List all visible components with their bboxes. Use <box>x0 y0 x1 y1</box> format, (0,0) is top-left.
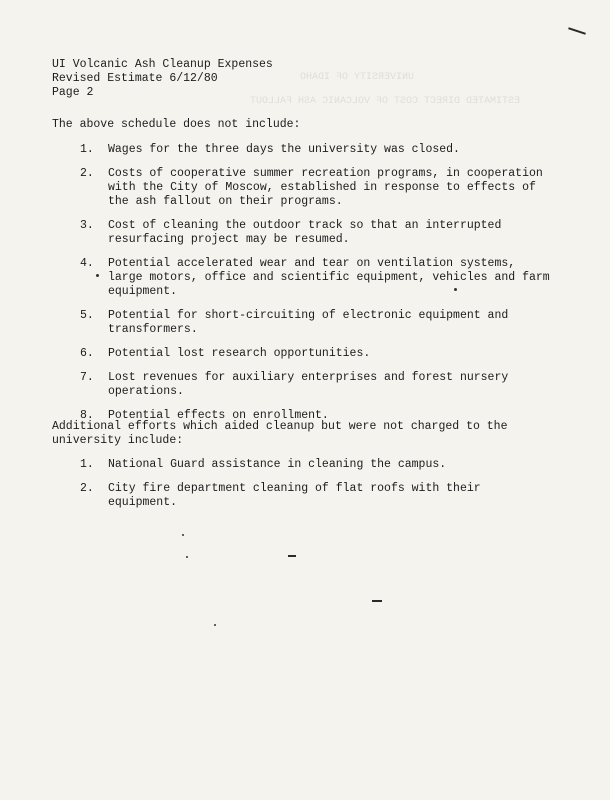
item-text: City fire department cleaning of flat roofs with their equipment. <box>108 482 481 509</box>
item-text: Costs of cooperative summer recreation programs, in cooperation with the City of Moscow, established in response to effects of the ash fallout on their programs. <box>108 167 543 208</box>
item-number: 2. <box>80 167 94 180</box>
additional-efforts-list <box>80 458 550 510</box>
list-item <box>80 458 550 472</box>
scan-mark <box>372 600 382 602</box>
list-item <box>80 167 550 209</box>
list-item <box>80 309 550 337</box>
item-number: 1. <box>80 458 94 471</box>
additional-efforts-paragraph: Additional efforts which aided cleanup but were not charged to the university include: <box>52 420 508 447</box>
list-item <box>80 371 550 399</box>
scan-speck <box>96 274 99 277</box>
scan-speck <box>186 556 188 558</box>
item-number: 1. <box>80 143 94 156</box>
header-revision: Revised Estimate 6/12/80 <box>52 72 218 85</box>
item-text: National Guard assistance in cleaning the campus. <box>108 458 447 471</box>
item-text: Potential effects on enrollment. <box>108 409 329 422</box>
list-item <box>80 143 550 157</box>
item-text: Potential lost research opportunities. <box>108 347 371 360</box>
item-text: Potential accelerated wear and tear on ventilation systems, large motors, office and scientific equipment, vehicles and farm equipment. <box>108 257 550 298</box>
item-number: 8. <box>80 409 94 422</box>
header-page: Page 2 <box>52 86 94 99</box>
document-header <box>52 58 273 100</box>
scan-speck <box>182 534 184 536</box>
item-number: 3. <box>80 219 94 232</box>
list-item <box>80 482 550 510</box>
scan-speck <box>454 288 457 291</box>
item-text: Wages for the three days the university was closed. <box>108 143 460 156</box>
bleed-through-text: UNIVERSITY OF IDAHO <box>300 72 415 83</box>
item-number: 7. <box>80 371 94 384</box>
item-number: 2. <box>80 482 94 495</box>
header-title: UI Volcanic Ash Cleanup Expenses <box>52 58 273 71</box>
list-item <box>80 219 550 247</box>
intro-paragraph: The above schedule does not include: <box>52 118 301 131</box>
scan-speck <box>214 624 216 626</box>
scan-mark <box>568 27 586 34</box>
item-text: Potential for short-circuiting of electronic equipment and transformers. <box>108 309 509 336</box>
item-number: 4. <box>80 257 94 270</box>
scan-mark <box>288 555 296 557</box>
item-text: Cost of cleaning the outdoor track so that an interrupted resurfacing project may be resumed. <box>108 219 502 246</box>
item-number: 5. <box>80 309 94 322</box>
item-text: Lost revenues for auxiliary enterprises and forest nursery operations. <box>108 371 509 398</box>
list-item <box>80 347 550 361</box>
bleed-through-text: ESTIMATED DIRECT COST OF VOLCANIC ASH FALLOUT <box>250 96 521 107</box>
item-number: 6. <box>80 347 94 360</box>
list-item <box>80 257 550 299</box>
excluded-costs-list <box>80 143 550 423</box>
